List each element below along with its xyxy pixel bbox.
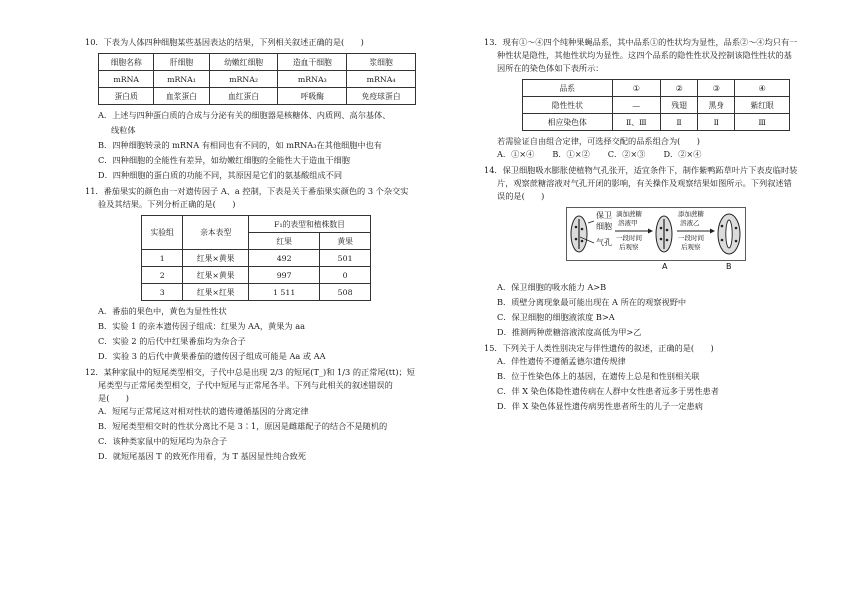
label-guard: 保卫 bbox=[596, 211, 612, 220]
stomata-figure bbox=[566, 207, 830, 275]
table-cell: mRNA₄ bbox=[347, 71, 416, 88]
option-c: C．实验 2 的后代中红果番茄均为杂合子 bbox=[98, 336, 246, 346]
table-cell: Ⅲ bbox=[735, 114, 790, 131]
step2-line1: 添加蔗糖 bbox=[678, 210, 704, 218]
option-a: A．番茄的果色中，黄色为显性性状 bbox=[98, 306, 227, 316]
table-cell: 997 bbox=[249, 267, 320, 284]
option-b: B．短尾类型相交时的性状分离比不是 3∶1，原因是雌雄配子的结合不是随机的 bbox=[98, 421, 388, 431]
question-12 bbox=[85, 366, 440, 463]
step1-line1: 滴加蔗糖 bbox=[616, 210, 642, 218]
table-cell: 红果 bbox=[249, 233, 320, 250]
table-cell: 品系 bbox=[523, 80, 613, 97]
left-column bbox=[85, 36, 440, 466]
table-header-row bbox=[99, 54, 416, 71]
table-cell: 1 511 bbox=[249, 284, 320, 301]
table-cell: 紫红眼 bbox=[735, 97, 790, 114]
option-a: A．保卫细胞的吸水能力 A>B bbox=[497, 282, 607, 292]
table-cell: 红果×红果 bbox=[183, 284, 249, 301]
table-row bbox=[523, 97, 790, 114]
stomata-diagram bbox=[566, 207, 746, 271]
question-13-stem-end: 因所在的染色体如下表所示： bbox=[497, 63, 604, 73]
table-cell: 肝细胞 bbox=[154, 54, 209, 71]
question-11-table bbox=[141, 215, 371, 301]
question-11-stem-continued: 验及其结果。下列分析正确的是( ) bbox=[98, 199, 236, 209]
table-cell: 血红蛋白 bbox=[209, 88, 278, 105]
question-13-stem-continued: 种性状是隐性，其他性状均为显性。这四个品系的隐性性状及控制该隐性性状的基 bbox=[497, 50, 792, 60]
table-cell: — bbox=[612, 97, 660, 114]
question-13-options bbox=[497, 148, 830, 161]
table-cell: 相应染色体 bbox=[523, 114, 613, 131]
label-cell: 细胞 bbox=[596, 222, 612, 231]
option-d: D．就短尾基因 T 的致死作用看，为 T 基因显性纯合致死 bbox=[98, 451, 307, 461]
step2-line2: 溶液乙 bbox=[680, 219, 700, 227]
step2-line3: 一段时间 bbox=[678, 234, 704, 242]
table-cell: 黑身 bbox=[698, 97, 735, 114]
option-a-continued: 线粒体 bbox=[111, 125, 136, 135]
label-a: A bbox=[662, 262, 668, 271]
table-cell: 1 bbox=[142, 250, 183, 267]
question-13-stem: 13．现有①～④四个纯种果蝇品系，其中品系①的性状均为显性，品系②～④均只有一 bbox=[484, 37, 798, 47]
option-c: C．该种类家鼠中的短尾均为杂合子 bbox=[98, 436, 228, 446]
table-cell: 隐性性状 bbox=[523, 97, 613, 114]
question-13-table bbox=[522, 79, 790, 131]
question-13 bbox=[484, 36, 830, 161]
question-11-stem: 11．番茄果实的颜色由一对遗传因子 A、a 控制，下表是关于番茄果实颜色的 3 个杂交实 bbox=[85, 186, 409, 196]
question-14-stem-continued: 片，观察蔗糖溶液对气孔开闭的影响，有关操作及观察结果如图所示。下列叙述错 bbox=[497, 178, 792, 188]
table-cell: mRNA₁ bbox=[154, 71, 209, 88]
step2-line4: 后观察 bbox=[681, 243, 701, 251]
label-b: B bbox=[726, 262, 732, 271]
table-cell: Ⅱ bbox=[698, 114, 735, 131]
right-column bbox=[484, 36, 830, 416]
table-cell: 红果×黄果 bbox=[183, 267, 249, 284]
table-row bbox=[99, 88, 416, 105]
table-cell: 3 bbox=[142, 284, 183, 301]
option-b: B．位于性染色体上的基因，在遗传上总是和性别相关联 bbox=[497, 371, 700, 381]
table-row bbox=[523, 114, 790, 131]
question-14-stem-end: 误的是( ) bbox=[497, 191, 545, 201]
table-cell: 0 bbox=[320, 267, 371, 284]
option-d: D．推测两种蔗糖溶液浓度高低为甲>乙 bbox=[497, 327, 642, 337]
table-cell: 红果×黄果 bbox=[183, 250, 249, 267]
option-b: B．①×② bbox=[552, 149, 590, 159]
option-a: A．伴性遗传不遵循孟德尔遗传规律 bbox=[497, 356, 626, 366]
table-header-row bbox=[523, 80, 790, 97]
step1-line2: 溶液甲 bbox=[618, 219, 638, 227]
table-cell: 蛋白质 bbox=[99, 88, 154, 105]
option-c: C．②×③ bbox=[607, 149, 646, 159]
question-10-stem: 10．下表为人体四种细胞某些基因表达的结果，下列相关叙述正确的是( ) bbox=[85, 37, 364, 47]
table-cell: 幼嫩红细胞 bbox=[209, 54, 278, 71]
question-14 bbox=[484, 164, 830, 339]
table-cell: mRNA₂ bbox=[209, 71, 278, 88]
option-a: A．上述与四种蛋白质的合成与分泌有关的细胞器是核糖体、内质网、高尔基体、 bbox=[98, 110, 391, 120]
table-cell: 呼吸酶 bbox=[278, 88, 347, 105]
question-14-stem: 14．保卫细胞吸水膨胀使植物气孔张开，适宜条件下，制作紫鸭跖草叶片下表皮临时装 bbox=[484, 165, 798, 175]
option-c: C．四种细胞的全能性有差异，如幼嫩红细胞的全能性大于造血干细胞 bbox=[98, 155, 350, 165]
table-cell: 492 bbox=[249, 250, 320, 267]
question-11 bbox=[85, 185, 440, 363]
table-cell: 造血干细胞 bbox=[278, 54, 347, 71]
table-cell: ① bbox=[612, 80, 660, 97]
table-cell: 免疫球蛋白 bbox=[347, 88, 416, 105]
option-c: C．伴 X 染色体隐性遗传病在人群中女性患者远多于男性患者 bbox=[497, 386, 719, 396]
option-d: D．②×④ bbox=[663, 149, 702, 159]
table-cell: 亲本表型 bbox=[183, 216, 249, 250]
table-cell: mRNA₃ bbox=[278, 71, 347, 88]
label-pore: 气孔 bbox=[596, 238, 612, 247]
option-b: B．四种细胞转录的 mRNA 有相同也有不同的，如 mRNA₃在其他细胞中也有 bbox=[98, 140, 382, 150]
table-cell: F₁的表型和植株数目 bbox=[249, 216, 371, 233]
question-12-stem: 12．某种家鼠中的短尾类型相交，子代中总是出现 2/3 的短尾(T_)和 1/3 的正常尾(tt)；短 bbox=[85, 367, 415, 377]
table-header-row bbox=[142, 216, 371, 233]
question-10 bbox=[85, 36, 440, 182]
table-cell: ③ bbox=[698, 80, 735, 97]
table-cell: ④ bbox=[735, 80, 790, 97]
question-12-stem-end: 是( ) bbox=[98, 393, 129, 403]
table-cell: 血浆蛋白 bbox=[154, 88, 209, 105]
table-cell: 细胞名称 bbox=[99, 54, 154, 71]
table-cell: Ⅱ、Ⅲ bbox=[612, 114, 660, 131]
table-row bbox=[99, 71, 416, 88]
table-row bbox=[142, 250, 371, 267]
step1-line4: 后观察 bbox=[619, 243, 639, 251]
table-cell: 2 bbox=[142, 267, 183, 284]
table-cell: Ⅱ bbox=[661, 114, 698, 131]
question-13-ask: 若需验证自由组合定律，可选择交配的品系组合为( ) bbox=[497, 136, 700, 146]
option-b: B．质壁分离现象最可能出现在 A 所在的观察视野中 bbox=[497, 297, 687, 307]
table-row bbox=[142, 267, 371, 284]
table-cell: 实验组 bbox=[142, 216, 183, 250]
table-cell: 501 bbox=[320, 250, 371, 267]
question-10-table bbox=[98, 53, 416, 105]
table-cell: 浆细胞 bbox=[347, 54, 416, 71]
question-15-stem: 15．下列关于人类性别决定与伴性遗传的叙述，正确的是( ) bbox=[484, 343, 714, 353]
option-d: D．伴 X 染色体显性遗传病男性患者所生的儿子一定患病 bbox=[497, 401, 703, 411]
option-c: C．保卫细胞的细胞液浓度 B>A bbox=[497, 312, 615, 322]
option-a: A．短尾与正常尾这对相对性状的遗传遵循基因的分离定律 bbox=[98, 406, 309, 416]
option-d: D．实验 3 的后代中黄果番茄的遗传因子组成可能是 Aa 或 AA bbox=[98, 351, 326, 361]
question-15 bbox=[484, 342, 830, 413]
question-12-stem-continued: 尾类型与正常尾类型相交，子代中短尾与正常尾各半。下列与此相关的叙述错误的 bbox=[98, 380, 393, 390]
table-cell: 残翅 bbox=[661, 97, 698, 114]
step1-line3: 一段时间 bbox=[616, 234, 642, 242]
table-row bbox=[142, 284, 371, 301]
table-cell: ② bbox=[661, 80, 698, 97]
table-cell: 508 bbox=[320, 284, 371, 301]
table-cell: mRNA bbox=[99, 71, 154, 88]
table-cell: 黄果 bbox=[320, 233, 371, 250]
option-d: D．四种细胞的蛋白质的功能不同，其原因是它们的氨基酸组成不同 bbox=[98, 170, 343, 180]
option-b: B．实验 1 的亲本遗传因子组成：红果为 AA，黄果为 aa bbox=[98, 321, 305, 331]
option-a: A．①×④ bbox=[497, 149, 535, 159]
